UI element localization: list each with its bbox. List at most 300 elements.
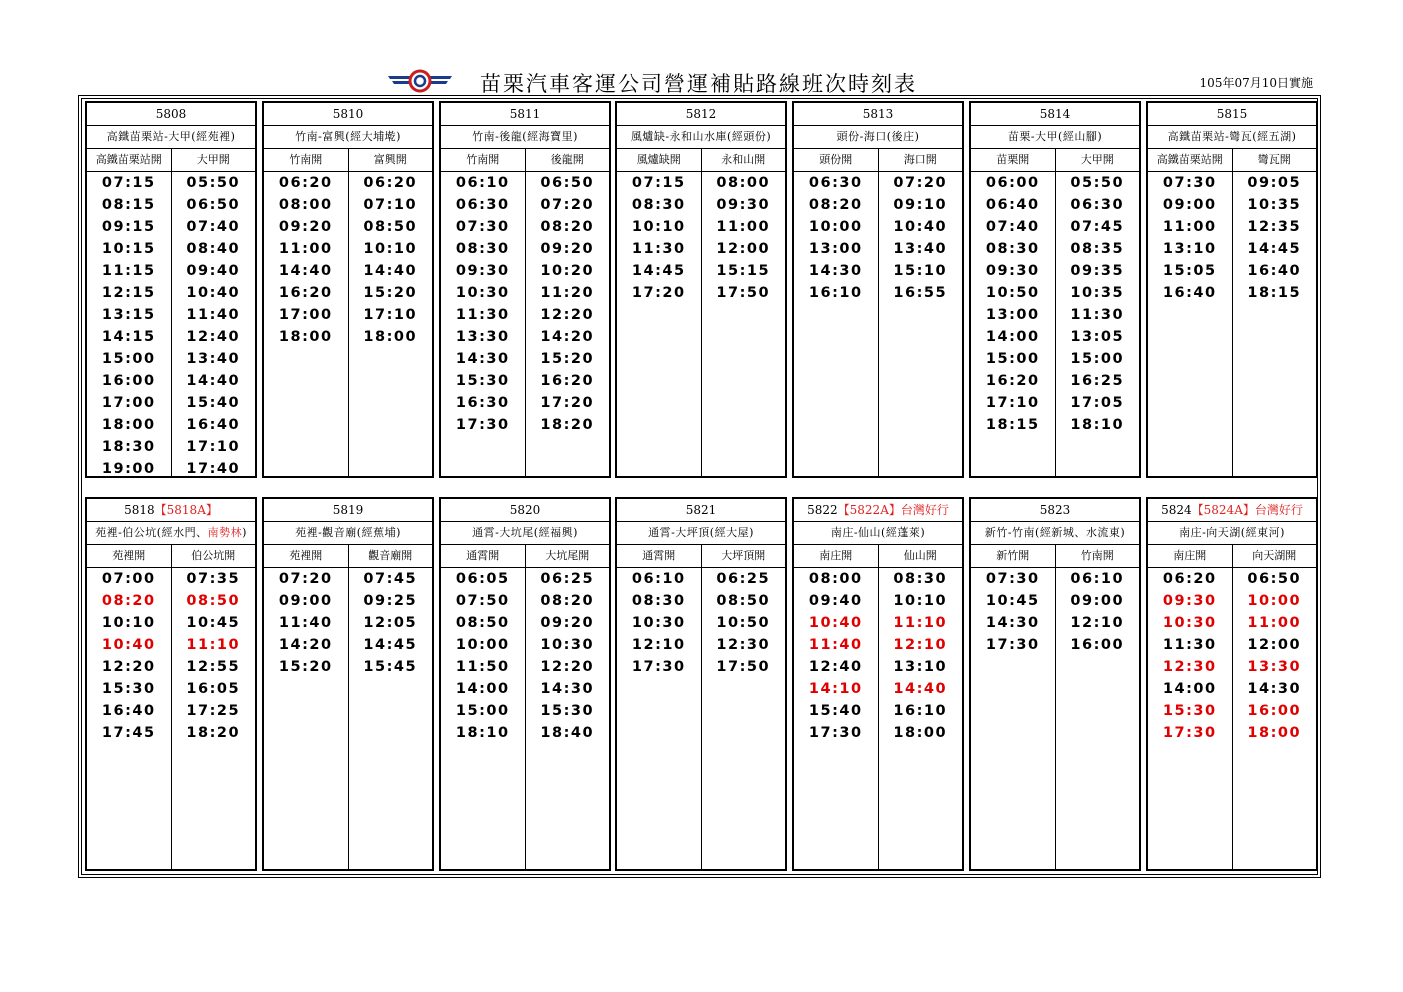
departure-time: 16:40 — [186, 417, 241, 433]
departure-time: 17:10 — [985, 395, 1040, 411]
route-number-extra: 【5824A】台灣好行 — [1191, 503, 1303, 517]
route-table — [615, 101, 787, 478]
departure-time: 12:10 — [893, 637, 948, 653]
departure-time: 08:00 — [716, 175, 771, 191]
departure-time: 14:30 — [455, 351, 510, 367]
route-name — [971, 126, 1139, 149]
column-headers — [441, 545, 609, 568]
route-number-extra: 【5818A】 — [154, 503, 218, 517]
departure-time: 07:45 — [1070, 219, 1125, 235]
departure-column — [1056, 171, 1140, 476]
departure-time: 09:20 — [540, 615, 595, 631]
departure-time: 09:05 — [1247, 175, 1302, 191]
route-name — [1148, 522, 1316, 545]
departure-time: 05:50 — [1070, 175, 1125, 191]
departure-time: 09:20 — [540, 241, 595, 257]
departure-time: 19:00 — [101, 461, 156, 477]
departure-time: 10:30 — [455, 285, 510, 301]
route-number — [264, 103, 432, 126]
route-name — [87, 126, 255, 149]
departure-time: 14:30 — [1247, 681, 1302, 697]
company-logo-icon — [386, 68, 454, 94]
departure-time: 13:30 — [1247, 659, 1302, 675]
departure-time: 14:30 — [985, 615, 1040, 631]
departure-time: 10:50 — [985, 285, 1040, 301]
departure-time: 06:30 — [808, 175, 863, 191]
route-name-text: 風爐缺-永和山水庫(經頭份) — [630, 130, 772, 143]
departure-column — [526, 171, 610, 476]
departure-time: 06:50 — [1247, 571, 1302, 587]
route-name — [794, 522, 962, 545]
departure-time: 11:00 — [278, 241, 333, 257]
departure-time: 16:00 — [101, 373, 156, 389]
departure-time: 08:15 — [101, 197, 156, 213]
departure-time: 07:30 — [985, 571, 1040, 587]
departure-time: 17:00 — [101, 395, 156, 411]
route-number — [794, 103, 962, 126]
departure-time: 05:50 — [186, 175, 241, 191]
route-name-text: 南庄-向天湖(經東河) — [1179, 526, 1285, 539]
departure-time: 14:45 — [631, 263, 686, 279]
departure-time: 11:40 — [186, 307, 241, 323]
departure-time: 11:30 — [455, 307, 510, 323]
departure-time: 11:20 — [540, 285, 595, 301]
column-header: 南庄開 — [794, 545, 879, 567]
route-number-text: 5824 — [1161, 503, 1192, 517]
departure-time: 08:20 — [808, 197, 863, 213]
route-name-text: 竹南-富興(經大埔墘) — [295, 130, 401, 143]
departure-time: 06:10 — [631, 571, 686, 587]
timetable-body — [971, 171, 1139, 476]
timetable-body — [441, 567, 609, 869]
departure-time: 18:10 — [455, 725, 510, 741]
route-name-text: 竹南-後龍(經海寶里) — [472, 130, 578, 143]
departure-column — [702, 171, 786, 476]
departure-time: 10:45 — [985, 593, 1040, 609]
column-header: 後龍開 — [550, 153, 584, 166]
departure-time: 13:00 — [808, 241, 863, 257]
departure-time: 16:05 — [186, 681, 241, 697]
departure-time: 15:20 — [363, 285, 418, 301]
departure-time: 10:10 — [631, 219, 686, 235]
departure-time: 09:00 — [1070, 593, 1125, 609]
departure-time: 16:40 — [1247, 263, 1302, 279]
departure-time: 12:55 — [186, 659, 241, 675]
departure-time: 14:20 — [540, 329, 595, 345]
column-header: 通霄開 — [441, 545, 526, 567]
departure-column — [879, 171, 963, 476]
departure-time: 18:10 — [1070, 417, 1125, 433]
departure-time: 09:30 — [985, 263, 1040, 279]
departure-time: 07:40 — [186, 219, 241, 235]
departure-time: 06:25 — [540, 571, 595, 587]
departure-time: 09:00 — [1162, 197, 1217, 213]
departure-time: 14:40 — [278, 263, 333, 279]
column-header: 苑裡開 — [87, 545, 172, 567]
departure-time: 10:40 — [186, 285, 241, 301]
route-number-text: 5823 — [1039, 503, 1071, 517]
departure-time: 07:15 — [101, 175, 156, 191]
column-header: 南庄開 — [1148, 545, 1233, 567]
route-table — [969, 497, 1141, 871]
departure-column — [172, 171, 256, 476]
page-header — [0, 66, 1403, 98]
route-number — [617, 103, 785, 126]
column-header: 大甲開 — [1080, 153, 1114, 166]
route-table — [439, 101, 611, 478]
timetable-body — [971, 567, 1139, 869]
timetable-body — [617, 567, 785, 869]
departure-time: 13:15 — [101, 307, 156, 323]
departure-time: 06:50 — [540, 175, 595, 191]
timetable-body — [794, 171, 962, 476]
route-number-text: 5814 — [1039, 107, 1071, 121]
route-number-extra: 【5822A】台灣好行 — [837, 503, 949, 517]
departure-time: 09:35 — [1070, 263, 1125, 279]
departure-time: 15:30 — [1162, 703, 1217, 719]
route-number — [1148, 499, 1316, 522]
departure-time: 11:50 — [455, 659, 510, 675]
departure-time: 17:05 — [1070, 395, 1125, 411]
departure-time: 06:20 — [278, 175, 333, 191]
column-header: 仙山開 — [903, 549, 937, 562]
departure-time: 16:00 — [1070, 637, 1125, 653]
route-name-text: 高鐵苗栗站-彎瓦(經五湖) — [1167, 130, 1297, 143]
route-name — [617, 522, 785, 545]
departure-time: 14:30 — [540, 681, 595, 697]
departure-time: 11:30 — [1070, 307, 1125, 323]
departure-time: 11:00 — [1162, 219, 1217, 235]
departure-time: 11:10 — [893, 615, 948, 631]
departure-time: 12:30 — [1162, 659, 1217, 675]
departure-time: 08:30 — [985, 241, 1040, 257]
departure-time: 11:30 — [1162, 637, 1217, 653]
route-name-text: 苑裡-觀音廟(經蕉埔) — [295, 526, 401, 539]
departure-time: 09:30 — [455, 263, 510, 279]
departure-column — [794, 567, 879, 869]
departure-column — [87, 171, 172, 476]
departure-time: 15:15 — [716, 263, 771, 279]
departure-time: 18:15 — [1247, 285, 1302, 301]
departure-time: 17:30 — [1162, 725, 1217, 741]
departure-time: 16:25 — [1070, 373, 1125, 389]
departure-time: 17:30 — [631, 659, 686, 675]
departure-column — [617, 567, 702, 869]
departure-time: 14:30 — [808, 263, 863, 279]
departure-time: 13:30 — [455, 329, 510, 345]
column-header: 伯公坑開 — [191, 549, 236, 562]
column-headers — [1148, 545, 1316, 568]
route-table — [262, 497, 434, 871]
route-table — [1146, 101, 1318, 478]
departure-time: 14:00 — [985, 329, 1040, 345]
departure-time: 07:15 — [631, 175, 686, 191]
departure-time: 11:30 — [631, 241, 686, 257]
departure-time: 06:20 — [1162, 571, 1217, 587]
departure-column — [441, 567, 526, 869]
departure-time: 10:10 — [101, 615, 156, 631]
column-header: 大甲開 — [196, 153, 230, 166]
departure-column — [1233, 171, 1317, 476]
column-header: 大坑尾開 — [545, 549, 590, 562]
departure-time: 13:10 — [1162, 241, 1217, 257]
departure-time: 10:35 — [1070, 285, 1125, 301]
route-number — [971, 499, 1139, 522]
route-table — [792, 101, 964, 478]
departure-time: 10:10 — [363, 241, 418, 257]
route-name-text: 苗栗-大甲(經山腳) — [1007, 130, 1103, 143]
departure-time: 18:15 — [985, 417, 1040, 433]
departure-time: 08:30 — [631, 197, 686, 213]
departure-time: 18:20 — [540, 417, 595, 433]
route-number-text: 5815 — [1216, 107, 1248, 121]
departure-time: 17:30 — [985, 637, 1040, 653]
departure-time: 13:40 — [186, 351, 241, 367]
departure-column — [971, 567, 1056, 869]
column-headers — [794, 545, 962, 568]
column-header: 觀音廟開 — [368, 549, 413, 562]
departure-time: 13:05 — [1070, 329, 1125, 345]
departure-time: 15:10 — [893, 263, 948, 279]
departure-time: 17:20 — [631, 285, 686, 301]
departure-time: 07:20 — [540, 197, 595, 213]
column-headers — [971, 149, 1139, 172]
departure-time: 12:10 — [631, 637, 686, 653]
departure-time: 16:10 — [893, 703, 948, 719]
departure-time: 15:00 — [101, 351, 156, 367]
column-header: 頭份開 — [794, 149, 879, 171]
route-table — [85, 497, 257, 871]
departure-time: 15:20 — [278, 659, 333, 675]
column-headers — [971, 545, 1139, 568]
departure-time: 16:55 — [893, 285, 948, 301]
page-title: 苗栗汽車客運公司營運補貼路線班次時刻表 — [480, 72, 917, 96]
departure-time: 17:50 — [716, 285, 771, 301]
departure-time: 17:30 — [808, 725, 863, 741]
departure-column — [1233, 567, 1317, 869]
departure-time: 13:40 — [893, 241, 948, 257]
departure-time: 12:20 — [540, 659, 595, 675]
route-name-text: 高鐵苗栗站-大甲(經苑裡) — [106, 130, 236, 143]
route-name — [441, 522, 609, 545]
departure-column — [1056, 567, 1140, 869]
departure-time: 18:40 — [540, 725, 595, 741]
route-table — [262, 101, 434, 478]
route-name-text: 通霄-大坪頂(經大屋) — [648, 526, 754, 539]
departure-time: 18:00 — [278, 329, 333, 345]
column-headers — [87, 545, 255, 568]
departure-time: 12:15 — [101, 285, 156, 301]
departure-time: 15:30 — [540, 703, 595, 719]
column-header: 大坪頂開 — [721, 549, 766, 562]
column-header: 高鐵苗栗站開 — [1148, 149, 1233, 171]
departure-time: 10:30 — [631, 615, 686, 631]
departure-column — [617, 171, 702, 476]
departure-time: 10:00 — [1247, 593, 1302, 609]
departure-time: 06:30 — [455, 197, 510, 213]
column-headers — [87, 149, 255, 172]
departure-time: 15:30 — [455, 373, 510, 389]
departure-column — [349, 171, 433, 476]
column-header: 向天湖開 — [1252, 549, 1297, 562]
route-number — [794, 499, 962, 522]
departure-time: 16:40 — [1162, 285, 1217, 301]
departure-column — [441, 171, 526, 476]
route-number — [264, 499, 432, 522]
departure-time: 06:50 — [186, 197, 241, 213]
column-header: 永和山開 — [721, 153, 766, 166]
departure-time: 15:40 — [186, 395, 241, 411]
route-name-text: 南庄-仙山(經蓬萊) — [830, 526, 926, 539]
departure-time: 08:30 — [893, 571, 948, 587]
departure-time: 12:00 — [716, 241, 771, 257]
departure-time: 14:45 — [363, 637, 418, 653]
departure-time: 11:00 — [1247, 615, 1302, 631]
timetable-body — [441, 171, 609, 476]
timetable-body — [264, 171, 432, 476]
departure-time: 12:20 — [101, 659, 156, 675]
route-name-text: 苑裡-伯公坑(經水門、 — [95, 526, 208, 539]
departure-time: 15:40 — [808, 703, 863, 719]
route-number-text: 5811 — [509, 107, 541, 121]
departure-column — [172, 567, 256, 869]
departure-time: 18:00 — [363, 329, 418, 345]
departure-time: 16:20 — [278, 285, 333, 301]
departure-time: 10:10 — [893, 593, 948, 609]
departure-time: 14:00 — [1162, 681, 1217, 697]
departure-column — [264, 567, 349, 869]
route-number-text: 5822 — [807, 503, 838, 517]
route-number — [971, 103, 1139, 126]
route-name — [971, 522, 1139, 545]
departure-time: 15:20 — [540, 351, 595, 367]
departure-time: 07:45 — [363, 571, 418, 587]
departure-time: 17:25 — [186, 703, 241, 719]
departure-time: 17:45 — [101, 725, 156, 741]
departure-time: 15:00 — [985, 351, 1040, 367]
departure-time: 09:25 — [363, 593, 418, 609]
route-name-text: 通霄-大坑尾(經福興) — [472, 526, 578, 539]
departure-time: 11:00 — [716, 219, 771, 235]
route-name-text: 新竹-竹南(經新城、水流東) — [984, 526, 1126, 539]
departure-time: 17:20 — [540, 395, 595, 411]
departure-column — [1148, 567, 1233, 869]
departure-time: 12:30 — [716, 637, 771, 653]
timetable-body — [264, 567, 432, 869]
departure-time: 12:40 — [186, 329, 241, 345]
column-header: 風爐缺開 — [617, 149, 702, 171]
departure-time: 10:30 — [540, 637, 595, 653]
departure-column — [264, 171, 349, 476]
departure-time: 18:30 — [101, 439, 156, 455]
departure-time: 07:20 — [893, 175, 948, 191]
departure-time: 08:40 — [186, 241, 241, 257]
departure-time: 18:00 — [1247, 725, 1302, 741]
departure-column — [702, 567, 786, 869]
column-header: 富興開 — [373, 153, 407, 166]
column-header: 彎瓦開 — [1257, 153, 1291, 166]
departure-time: 17:10 — [363, 307, 418, 323]
departure-time: 08:30 — [455, 241, 510, 257]
departure-time: 09:30 — [716, 197, 771, 213]
departure-column — [1148, 171, 1233, 476]
departure-time: 16:30 — [455, 395, 510, 411]
departure-time: 14:40 — [186, 373, 241, 389]
route-name — [794, 126, 962, 149]
route-number-text: 5818 — [124, 503, 155, 517]
departure-time: 06:00 — [985, 175, 1040, 191]
departure-time: 12:35 — [1247, 219, 1302, 235]
route-table — [85, 101, 257, 478]
departure-time: 15:00 — [455, 703, 510, 719]
departure-time: 12:10 — [1070, 615, 1125, 631]
departure-time: 12:20 — [540, 307, 595, 323]
route-table — [969, 101, 1141, 478]
departure-time: 14:20 — [278, 637, 333, 653]
departure-column — [794, 171, 879, 476]
departure-time: 09:15 — [101, 219, 156, 235]
departure-time: 14:40 — [893, 681, 948, 697]
departure-time: 06:25 — [716, 571, 771, 587]
departure-time: 09:00 — [278, 593, 333, 609]
route-table — [792, 497, 964, 871]
column-headers — [794, 149, 962, 172]
departure-time: 09:40 — [186, 263, 241, 279]
column-header: 竹南開 — [264, 149, 349, 171]
departure-time: 10:00 — [808, 219, 863, 235]
route-table — [615, 497, 787, 871]
departure-time: 18:00 — [893, 725, 948, 741]
departure-time: 15:05 — [1162, 263, 1217, 279]
route-name — [1148, 126, 1316, 149]
departure-time: 14:40 — [363, 263, 418, 279]
departure-time: 06:40 — [985, 197, 1040, 213]
column-headers — [1148, 149, 1316, 172]
column-header: 竹南開 — [1080, 549, 1114, 562]
route-name-extra: 南勢林 — [207, 526, 243, 539]
column-headers — [617, 545, 785, 568]
departure-time: 11:40 — [278, 615, 333, 631]
departure-time: 18:20 — [186, 725, 241, 741]
route-number-text: 5820 — [509, 503, 541, 517]
departure-time: 10:40 — [893, 219, 948, 235]
timetable-body — [617, 171, 785, 476]
departure-time: 14:45 — [1247, 241, 1302, 257]
departure-time: 09:10 — [893, 197, 948, 213]
departure-column — [971, 171, 1056, 476]
column-header: 高鐵苗栗站開 — [87, 149, 172, 171]
route-number — [87, 499, 255, 522]
column-headers — [441, 149, 609, 172]
column-header: 新竹開 — [971, 545, 1056, 567]
route-number-text: 5808 — [155, 107, 187, 121]
departure-time: 15:00 — [1070, 351, 1125, 367]
departure-time: 17:50 — [716, 659, 771, 675]
departure-column — [349, 567, 433, 869]
departure-time: 06:30 — [1070, 197, 1125, 213]
route-name — [87, 522, 255, 545]
effective-date: 105年07月10日實施 — [1199, 76, 1313, 90]
departure-time: 07:10 — [363, 197, 418, 213]
departure-time: 17:10 — [186, 439, 241, 455]
route-number-text: 5821 — [685, 503, 717, 517]
departure-time: 13:00 — [985, 307, 1040, 323]
timetable-body — [87, 567, 255, 869]
departure-time: 07:35 — [186, 571, 241, 587]
route-name — [264, 522, 432, 545]
departure-time: 08:50 — [455, 615, 510, 631]
route-name — [441, 126, 609, 149]
